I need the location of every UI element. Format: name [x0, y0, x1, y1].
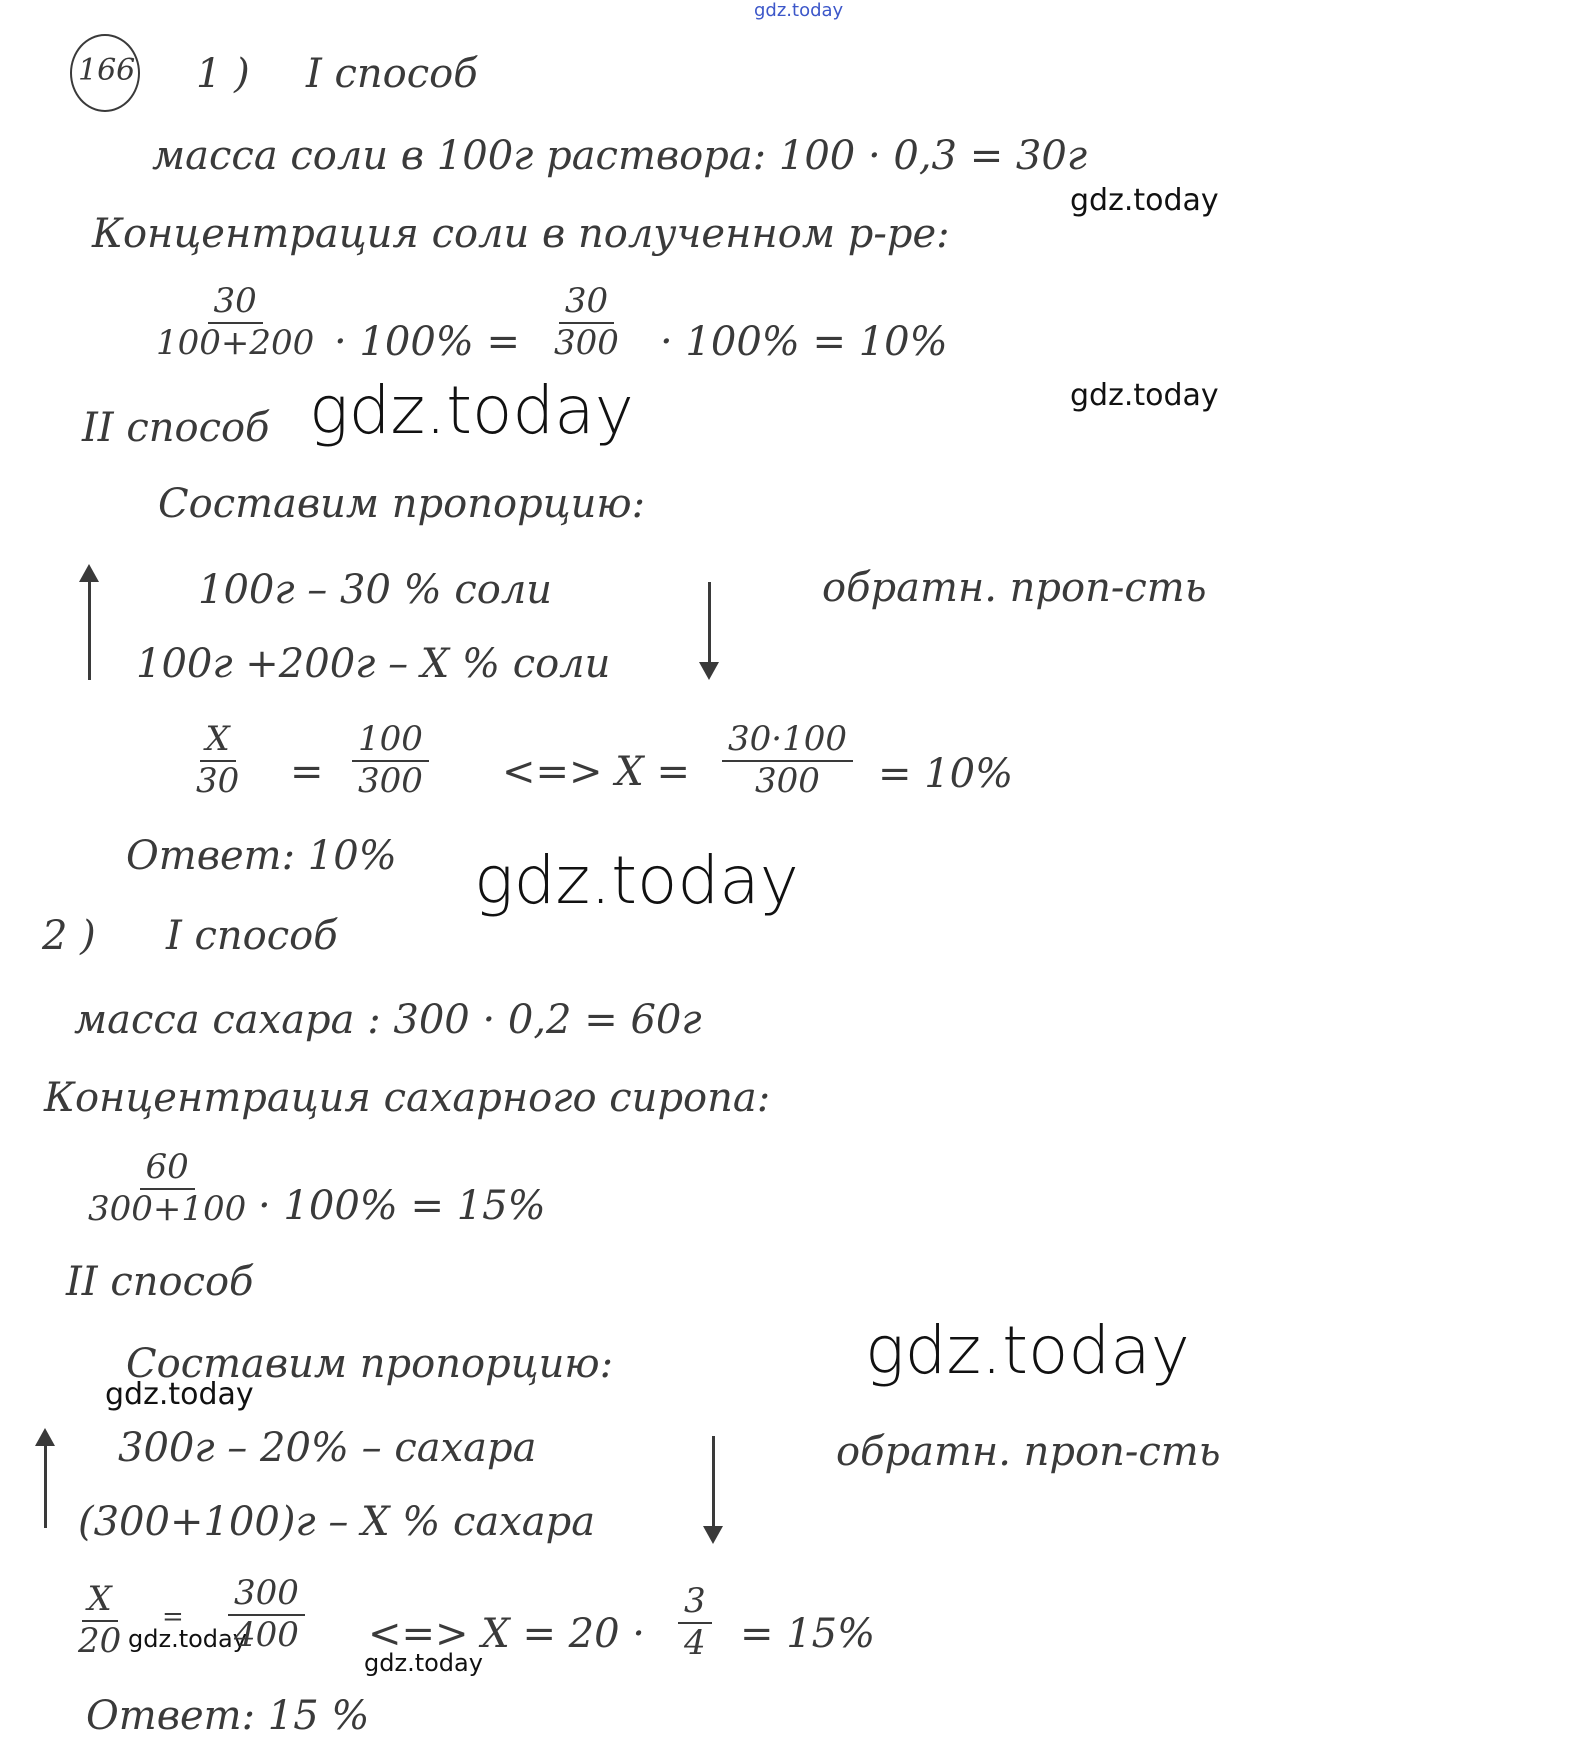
problem-number: 166: [78, 53, 136, 88]
part1-fraction-2: [548, 281, 625, 363]
fraction-denominator: 300: [554, 322, 619, 363]
fraction-numerator: 30: [208, 284, 263, 324]
fraction-numerator: 100: [352, 722, 429, 762]
part1-mass-line: масса соли в 100г раствора: 100 · 0,3 = 30г: [152, 133, 1088, 179]
part1-eq-mid: <=> X =: [502, 749, 690, 795]
down-arrow-icon: [712, 1436, 715, 1530]
up-arrow-icon: [88, 578, 91, 680]
watermark-big-2: gdz.today: [474, 842, 799, 919]
part2-fraction: [82, 1147, 252, 1229]
part2-eq-tail: = 15%: [740, 1611, 876, 1657]
part2-method2-heading: II способ: [66, 1259, 254, 1305]
part2-proportion-row-2: (300+100)г – X % сахара: [78, 1499, 596, 1545]
fraction-numerator: 300: [228, 1576, 305, 1616]
part2-proportion-title: Составим пропорцию:: [126, 1341, 614, 1387]
fraction-numerator: 60: [140, 1150, 195, 1190]
part1-proportion-row-1: 100г – 30 % соли: [198, 567, 553, 613]
part2-eq-fraction-3: [678, 1581, 712, 1663]
part1-concentration-line: Концентрация соли в полученном р-ре:: [92, 211, 950, 257]
down-arrow-icon: [708, 582, 711, 666]
fraction-denominator: 300+100: [88, 1188, 247, 1229]
part1-mid-1: · 100% =: [334, 319, 521, 365]
watermark-left: gdz.today: [105, 1377, 254, 1412]
watermark-small-2: gdz.today: [364, 1649, 483, 1677]
part1-method2-heading: II способ: [82, 405, 270, 451]
watermark-top: gdz.today: [754, 0, 844, 21]
part1-eq-fraction-1: [190, 719, 245, 801]
watermark-big-1: gdz.today: [309, 372, 634, 449]
fraction-numerator: X: [82, 1582, 118, 1622]
fraction-numerator: 30: [559, 284, 614, 324]
watermark-big-3: gdz.today: [865, 1312, 1190, 1389]
fraction-numerator: 3: [678, 1584, 712, 1624]
part1-eq-fraction-3: [722, 719, 853, 801]
fraction-numerator: 30·100: [722, 722, 853, 762]
part1-eq-fraction-2: [352, 719, 429, 801]
fraction-denominator: 400: [234, 1614, 299, 1655]
part1-tail-1: · 100% = 10%: [660, 319, 948, 365]
part2-mass-line: масса сахара : 300 · 0,2 = 60г: [74, 997, 702, 1043]
part2-label: 2 ): [42, 913, 96, 959]
part2-method1-heading: I способ: [166, 913, 338, 959]
part1-answer: Ответ: 10%: [126, 833, 397, 879]
watermark-right-1: gdz.today: [1070, 183, 1219, 218]
part2-proportion-row-1: 300г – 20% – сахара: [118, 1425, 537, 1471]
part2-eq-fraction-1: [72, 1579, 127, 1661]
part2-tail: · 100% = 15%: [258, 1183, 546, 1229]
part2-inverse-proportionality: обратн. проп-сть: [836, 1429, 1221, 1475]
watermark-small-1: gdz.today: [128, 1625, 247, 1653]
part1-proportion-row-2: 100г +200г – X % соли: [136, 641, 611, 687]
part1-proportion-title: Составим пропорцию:: [158, 481, 646, 527]
fraction-numerator: X: [200, 722, 236, 762]
part1-method1-heading: I способ: [306, 51, 478, 97]
part1-eq-equals: =: [290, 749, 324, 795]
watermark-right-2: gdz.today: [1070, 378, 1219, 413]
part2-answer: Ответ: 15 %: [86, 1693, 370, 1739]
fraction-denominator: 100+200: [156, 322, 315, 363]
part1-label: 1 ): [196, 51, 250, 97]
fraction-denominator: 300: [358, 760, 423, 801]
part1-eq-tail: = 10%: [878, 751, 1014, 797]
part1-inverse-proportionality: обратн. проп-сть: [822, 565, 1207, 611]
part2-eq-equals: =: [162, 1602, 184, 1632]
fraction-denominator: 300: [755, 760, 820, 801]
fraction-denominator: 4: [684, 1622, 706, 1663]
up-arrow-icon: [44, 1442, 47, 1528]
fraction-denominator: 30: [196, 760, 240, 801]
part2-concentration-line: Концентрация сахарного сиропа:: [44, 1075, 771, 1121]
part2-eq-mid: <=> X = 20 ·: [368, 1611, 646, 1657]
part2-eq-fraction-2: [228, 1573, 305, 1655]
fraction-denominator: 20: [78, 1620, 122, 1661]
part1-fraction-1: [150, 281, 320, 363]
